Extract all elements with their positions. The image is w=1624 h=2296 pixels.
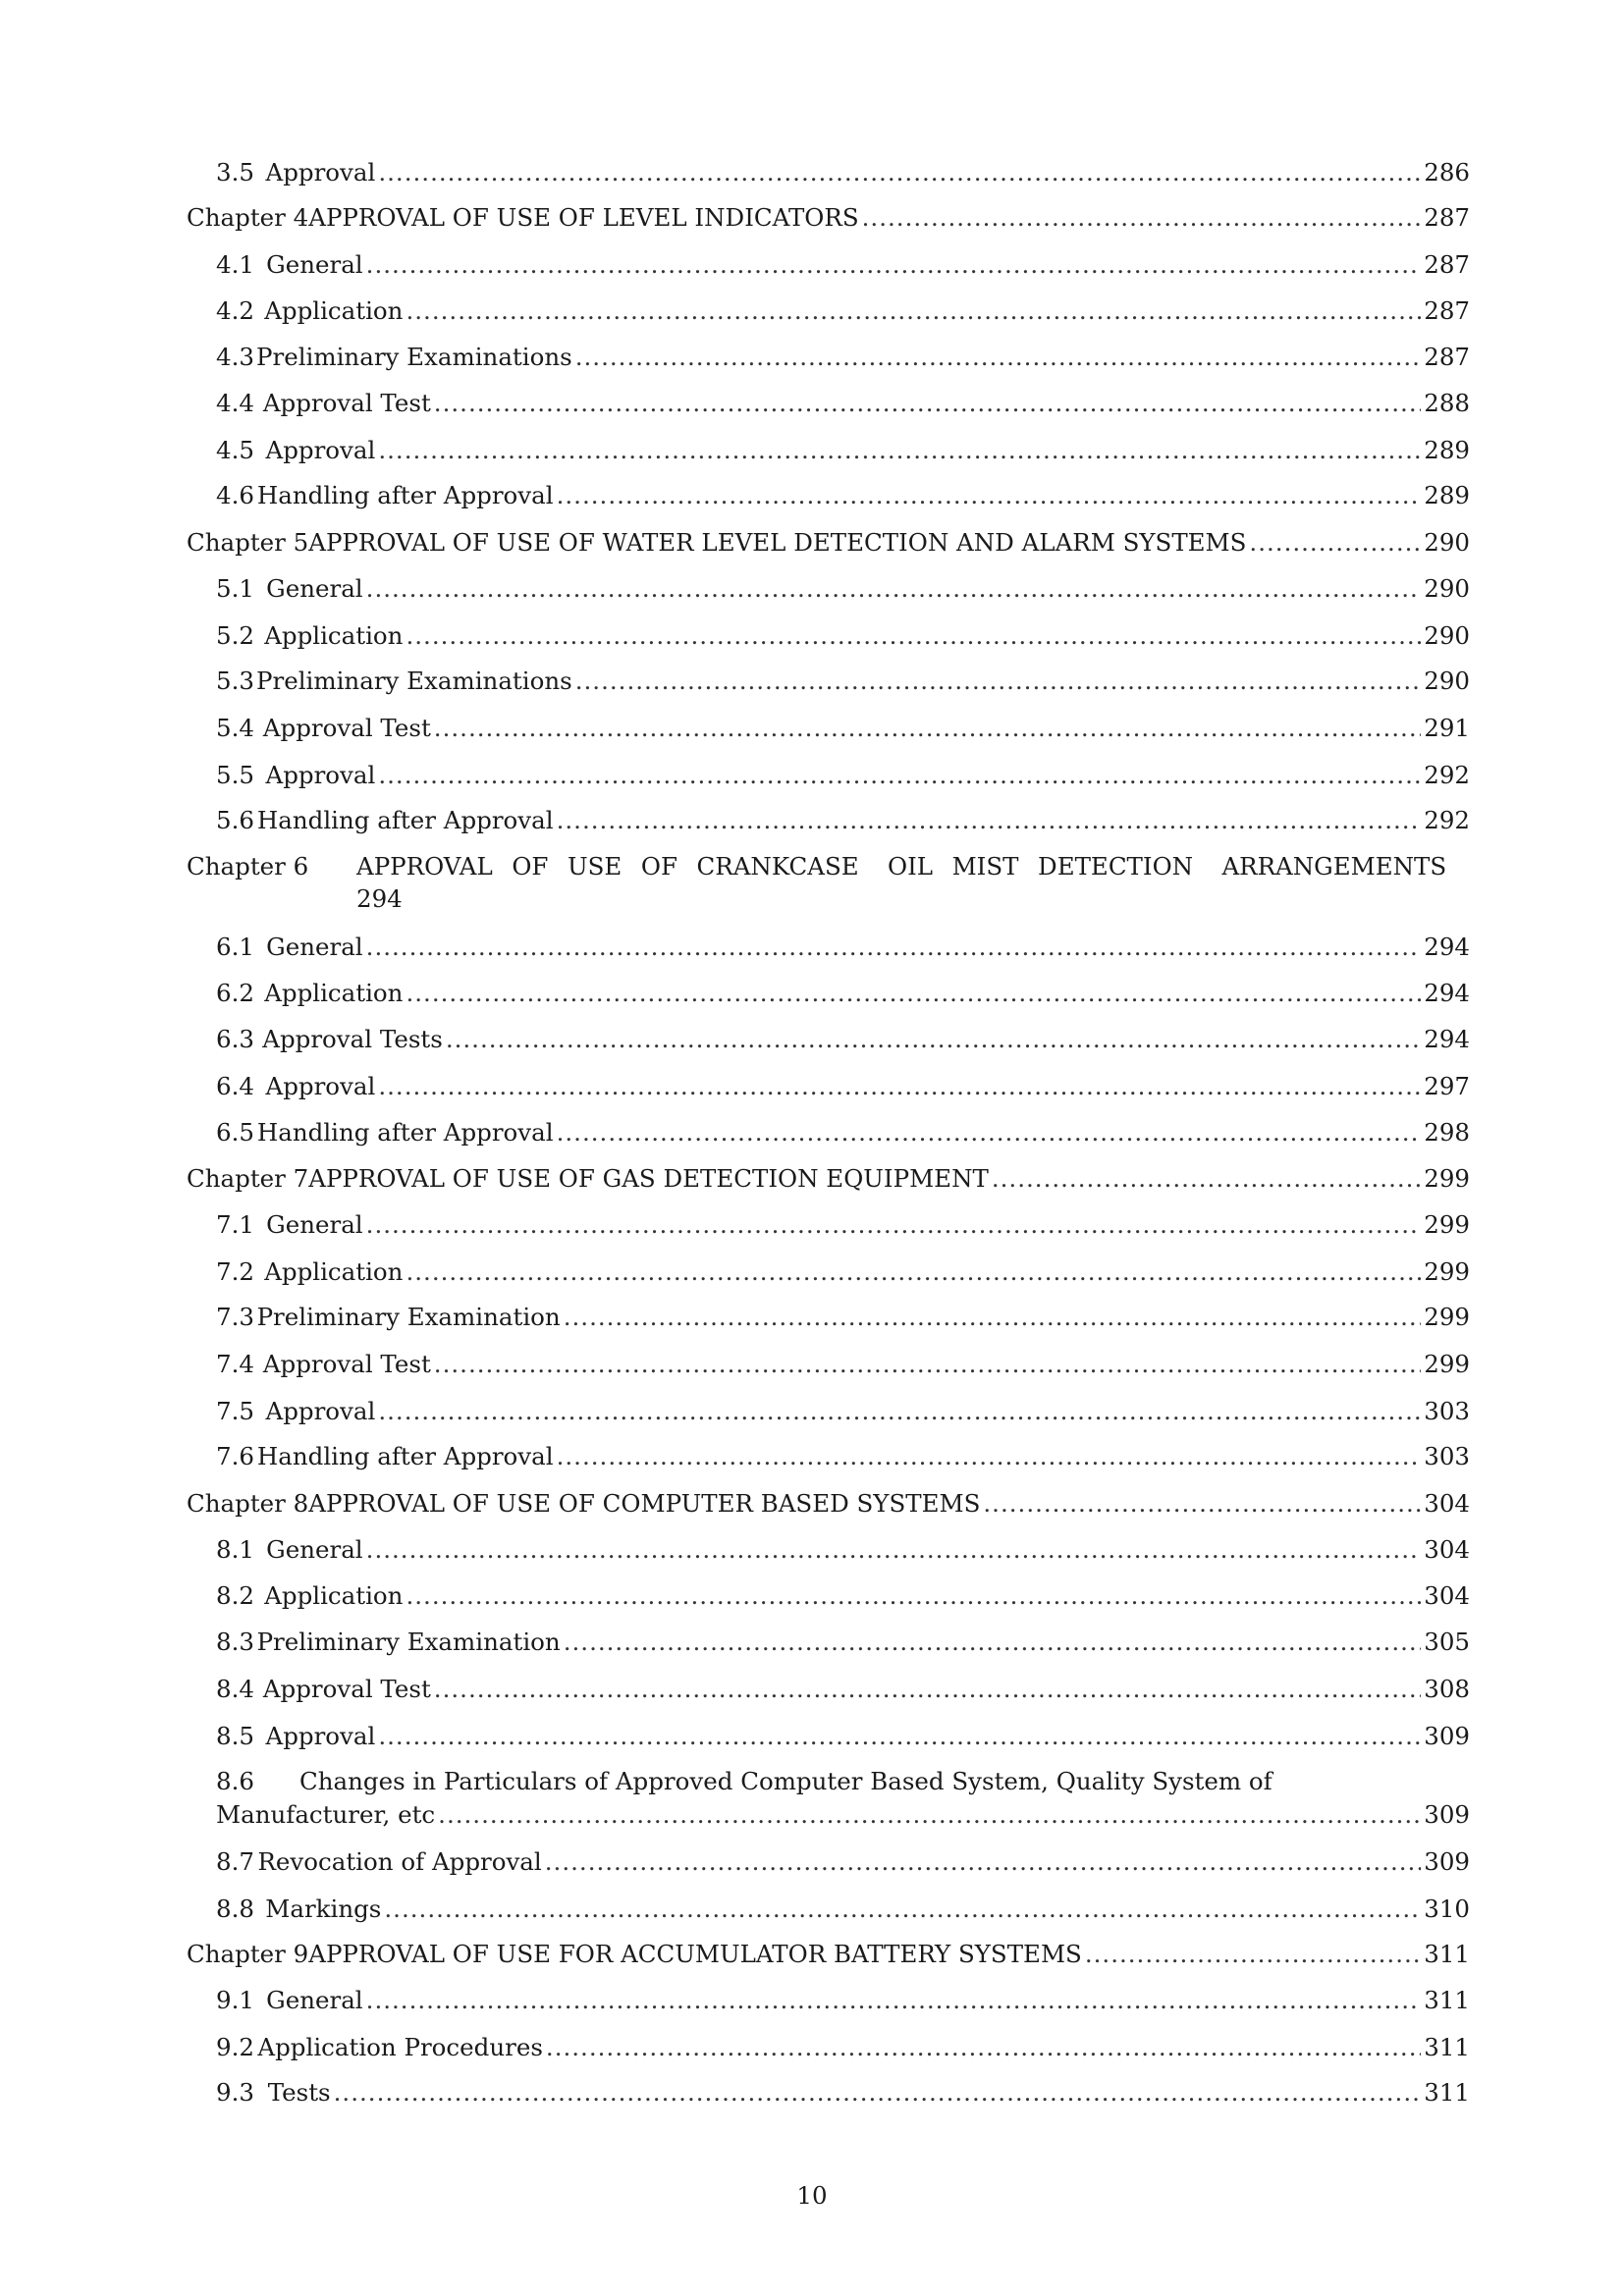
- entry-page: 309: [1424, 1722, 1470, 1750]
- entry-page: 304: [1424, 1489, 1470, 1518]
- entry-number: 5.3: [216, 667, 254, 695]
- dot-leader: [406, 619, 1421, 653]
- entry-page: 310: [1424, 1895, 1470, 1923]
- entry-page: 286: [1424, 158, 1470, 187]
- toc-section-entry[interactable]: [187, 1845, 1470, 1879]
- entry-title: Approval: [265, 1722, 376, 1750]
- entry-title: Application: [264, 621, 404, 650]
- entry-page: 304: [1424, 1535, 1470, 1564]
- dot-leader: [378, 1395, 1421, 1428]
- entry-title: Tests: [267, 2078, 331, 2107]
- entry-title: General: [266, 574, 363, 603]
- toc-section-entry[interactable]: [187, 1023, 1470, 1056]
- toc-section-entry[interactable]: [187, 1070, 1470, 1103]
- entry-title: APPROVAL OF USE OF COMPUTER BASED SYSTEMS: [308, 1489, 981, 1518]
- toc-section-entry[interactable]: [187, 665, 1470, 698]
- entry-page: 290: [1424, 528, 1470, 557]
- entry-title: Approval Test: [262, 714, 431, 742]
- entry-page: 303: [1424, 1442, 1470, 1470]
- entry-number: 9.3: [216, 2078, 254, 2107]
- toc-chapter-entry[interactable]: [187, 1938, 1470, 1971]
- entry-number: 7.4: [216, 1350, 254, 1378]
- entry-page: 299: [1424, 1164, 1470, 1193]
- entry-page: 303: [1424, 1397, 1470, 1425]
- entry-number: 7.5: [216, 1397, 254, 1425]
- entry-page: 304: [1424, 1581, 1470, 1610]
- dot-leader: [366, 572, 1422, 606]
- toc-section-entry[interactable]: [187, 341, 1470, 374]
- entry-title: APPROVAL OF USE FOR ACCUMULATOR BATTERY SYSTEMS: [308, 1940, 1082, 1968]
- entry-number: Chapter 8: [187, 1489, 309, 1518]
- entry-number: 6.4: [216, 1072, 254, 1100]
- entry-number: 8.7: [216, 1847, 254, 1876]
- dot-leader: [438, 1798, 1421, 1832]
- entry-title: Application: [264, 296, 404, 325]
- entry-number: 8.1: [216, 1535, 254, 1564]
- toc-section-entry[interactable]: [187, 1255, 1470, 1289]
- entry-page: 294: [356, 884, 403, 913]
- dot-leader: [992, 1162, 1421, 1196]
- toc-section-entry[interactable]: [187, 1116, 1470, 1149]
- entry-title: Application: [264, 1257, 404, 1286]
- toc-chapter-entry[interactable]: [187, 201, 1470, 235]
- entry-number: 9.2: [216, 2033, 254, 2061]
- entry-title: Changes in Particulars of Approved Computer Based System, Quality System of: [299, 1767, 1272, 1795]
- entry-title: Application Procedures: [257, 2033, 543, 2061]
- toc-section-entry[interactable]: [187, 1720, 1470, 1753]
- toc-section-entry[interactable]: [187, 1533, 1470, 1567]
- toc-section-entry[interactable]: [187, 248, 1470, 282]
- entry-number: 6.5: [216, 1118, 254, 1147]
- page-number: 10: [796, 2181, 828, 2210]
- entry-number: Chapter 5: [187, 528, 309, 557]
- toc-section-entry[interactable]: [187, 1301, 1470, 1334]
- entry-title: General: [266, 933, 363, 961]
- entry-number: 8.2: [216, 1581, 254, 1610]
- dot-leader: [434, 387, 1421, 420]
- toc-section-entry[interactable]: [187, 387, 1470, 420]
- entry-title: General: [266, 1535, 363, 1564]
- entry-number: 6.1: [216, 933, 254, 961]
- toc-section-entry[interactable]: [187, 572, 1470, 606]
- entry-title: Preliminary Examination: [256, 1303, 561, 1331]
- dot-leader: [564, 1301, 1422, 1334]
- dot-leader: [334, 2076, 1422, 2109]
- entry-title: Preliminary Examination: [256, 1628, 561, 1656]
- entry-page: 291: [1424, 714, 1470, 742]
- dot-leader: [564, 1626, 1422, 1659]
- entry-page: 287: [1424, 203, 1470, 232]
- dot-leader: [557, 1116, 1422, 1149]
- toc-section-entry[interactable]: [187, 2076, 1470, 2109]
- dot-leader: [366, 248, 1422, 282]
- entry-page: 311: [1424, 1940, 1470, 1968]
- entry-title: Handling after Approval: [256, 1118, 554, 1147]
- entry-title: Approval: [265, 1397, 376, 1425]
- entry-page: 292: [1424, 806, 1470, 834]
- entry-page: 287: [1424, 250, 1470, 279]
- entry-number: 5.5: [216, 761, 254, 789]
- entry-number: 4.5: [216, 436, 254, 464]
- entry-page: 299: [1424, 1210, 1470, 1239]
- entry-number: 3.5: [216, 158, 254, 187]
- entry-number: 9.1: [216, 1986, 254, 2014]
- dot-leader: [378, 156, 1421, 189]
- dot-leader: [446, 1023, 1421, 1056]
- toc-section-entry[interactable]: [187, 977, 1470, 1010]
- entry-title: Approval Test: [262, 389, 431, 417]
- entry-page: 294: [1424, 933, 1470, 961]
- entry-number: 5.4: [216, 714, 254, 742]
- entry-title: Approval: [265, 436, 376, 464]
- dot-leader: [862, 201, 1422, 235]
- entry-page: 298: [1424, 1118, 1470, 1147]
- entry-title: Approval: [265, 761, 376, 789]
- entry-page: 299: [1424, 1303, 1470, 1331]
- toc-section-entry[interactable]: [187, 1673, 1470, 1706]
- toc-section-entry[interactable]: [187, 931, 1470, 964]
- entry-title: Approval: [265, 158, 376, 187]
- entry-title: Approval Test: [262, 1675, 431, 1703]
- entry-number: 7.6: [216, 1442, 254, 1470]
- entry-number: 4.4: [216, 389, 254, 417]
- dot-leader: [557, 1440, 1422, 1473]
- entry-page: 294: [1424, 1025, 1470, 1053]
- entry-number: 4.6: [216, 481, 254, 509]
- entry-page: 292: [1424, 761, 1470, 789]
- entry-number: 8.8: [216, 1895, 254, 1923]
- dot-leader: [378, 434, 1421, 467]
- entry-number: 8.5: [216, 1722, 254, 1750]
- dot-leader: [575, 665, 1422, 698]
- entry-number: 6.2: [216, 979, 254, 1007]
- entry-title: APPROVAL OF USE OF CRANKCASE OIL MIST DETECTION ARRANGEMENTS: [356, 852, 1447, 881]
- entry-title: Handling after Approval: [256, 1442, 554, 1470]
- toc-chapter-entry[interactable]: [187, 1487, 1470, 1521]
- toc-chapter-entry[interactable]: [187, 1162, 1470, 1196]
- entry-page: 308: [1424, 1675, 1470, 1703]
- dot-leader: [378, 759, 1421, 792]
- entry-title: Approval Test: [262, 1350, 431, 1378]
- entry-page: 309: [1424, 1847, 1470, 1876]
- toc-section-entry[interactable]: [187, 156, 1470, 189]
- entry-title: Approval: [265, 1072, 376, 1100]
- entry-page: 311: [1424, 2078, 1470, 2107]
- dot-leader: [557, 479, 1422, 512]
- entry-number: Chapter 4: [187, 203, 309, 232]
- entry-number: 5.2: [216, 621, 254, 650]
- entry-title: APPROVAL OF USE OF LEVEL INDICATORS: [308, 203, 859, 232]
- entry-title: Handling after Approval: [256, 481, 554, 509]
- entry-title: General: [266, 1986, 363, 2014]
- entry-title: APPROVAL OF USE OF GAS DETECTION EQUIPMENT: [308, 1164, 989, 1193]
- dot-leader: [406, 1255, 1421, 1289]
- entry-page: 288: [1424, 389, 1470, 417]
- dot-leader: [1249, 526, 1421, 560]
- entry-number: 7.2: [216, 1257, 254, 1286]
- entry-number: 8.6: [216, 1767, 254, 1795]
- toc-section-entry[interactable]: [187, 294, 1470, 328]
- entry-page: 294: [1424, 979, 1470, 1007]
- entry-page: 311: [1424, 2033, 1470, 2061]
- entry-number: 7.1: [216, 1210, 254, 1239]
- toc-section-entry[interactable]: [187, 1984, 1470, 2017]
- dot-leader: [384, 1893, 1421, 1926]
- toc-section-entry[interactable]: [187, 1626, 1470, 1659]
- entry-number: 7.3: [216, 1303, 254, 1331]
- dot-leader: [366, 1533, 1422, 1567]
- entry-number: 4.1: [216, 250, 254, 279]
- entry-title: Revocation of Approval: [257, 1847, 542, 1876]
- toc-section-entry[interactable]: [187, 1208, 1470, 1242]
- entry-page: 297: [1424, 1072, 1470, 1100]
- dot-leader: [406, 294, 1421, 328]
- dot-leader: [434, 1673, 1421, 1706]
- dot-leader: [378, 1720, 1421, 1753]
- entry-page: 299: [1424, 1350, 1470, 1378]
- toc-chapter-entry[interactable]: [187, 526, 1470, 560]
- dot-leader: [1085, 1938, 1421, 1971]
- dot-leader: [575, 341, 1422, 374]
- dot-leader: [406, 1579, 1421, 1613]
- entry-title: Preliminary Examinations: [256, 343, 572, 371]
- toc-section-entry[interactable]: [187, 2031, 1470, 2064]
- entry-page: 289: [1424, 436, 1470, 464]
- entry-page: 287: [1424, 343, 1470, 371]
- entry-page: 290: [1424, 667, 1470, 695]
- entry-number: 8.4: [216, 1675, 254, 1703]
- toc-section-entry[interactable]: [187, 1395, 1470, 1428]
- toc-section-entry[interactable]: [187, 1440, 1470, 1473]
- toc-section-entry[interactable]: [187, 434, 1470, 467]
- dot-leader: [434, 712, 1421, 745]
- entry-page: 290: [1424, 621, 1470, 650]
- entry-number: 4.2: [216, 296, 254, 325]
- toc-section-entry[interactable]: [187, 619, 1470, 653]
- toc-section-entry[interactable]: [187, 1579, 1470, 1613]
- toc-section-entry[interactable]: [187, 1348, 1470, 1381]
- entry-page: 299: [1424, 1257, 1470, 1286]
- dot-leader: [366, 1984, 1422, 2017]
- dot-leader: [406, 977, 1421, 1010]
- entry-page: 309: [1424, 1800, 1470, 1829]
- dot-leader: [366, 1208, 1422, 1242]
- entry-title-continued: Manufacturer, etc: [216, 1800, 436, 1829]
- entry-title: Application: [264, 1581, 404, 1610]
- toc-section-entry[interactable]: [187, 712, 1470, 745]
- dot-leader: [557, 804, 1422, 837]
- entry-page: 311: [1424, 1986, 1470, 2014]
- entry-page: 287: [1424, 296, 1470, 325]
- entry-number: 5.1: [216, 574, 254, 603]
- dot-leader: [545, 1845, 1421, 1879]
- entry-title: Approval Tests: [262, 1025, 443, 1053]
- entry-page: 289: [1424, 481, 1470, 509]
- entry-number: 8.3: [216, 1628, 254, 1656]
- dot-leader: [378, 1070, 1421, 1103]
- toc-section-entry[interactable]: [187, 804, 1470, 837]
- entry-number: 6.3: [216, 1025, 254, 1053]
- entry-title: Application: [264, 979, 404, 1007]
- entry-number: 4.3: [216, 343, 254, 371]
- entry-number: Chapter 7: [187, 1164, 309, 1193]
- toc-section-entry[interactable]: [187, 1893, 1470, 1926]
- dot-leader: [983, 1487, 1421, 1521]
- toc-section-entry[interactable]: [187, 479, 1470, 512]
- dot-leader: [546, 2031, 1421, 2064]
- dot-leader: [366, 931, 1422, 964]
- dot-leader: [434, 1348, 1421, 1381]
- entry-title: Preliminary Examinations: [256, 667, 572, 695]
- entry-number: Chapter 6: [187, 852, 309, 881]
- entry-title: General: [266, 1210, 363, 1239]
- entry-page: 305: [1424, 1628, 1470, 1656]
- entry-title: Markings: [265, 1895, 382, 1923]
- entry-number: 5.6: [216, 806, 254, 834]
- toc-section-entry[interactable]: [187, 759, 1470, 792]
- entry-title: Handling after Approval: [256, 806, 554, 834]
- entry-page: 290: [1424, 574, 1470, 603]
- entry-number: Chapter 9: [187, 1940, 309, 1968]
- entry-title: APPROVAL OF USE OF WATER LEVEL DETECTION AND ALARM SYSTEMS: [308, 528, 1247, 557]
- entry-title: General: [266, 250, 363, 279]
